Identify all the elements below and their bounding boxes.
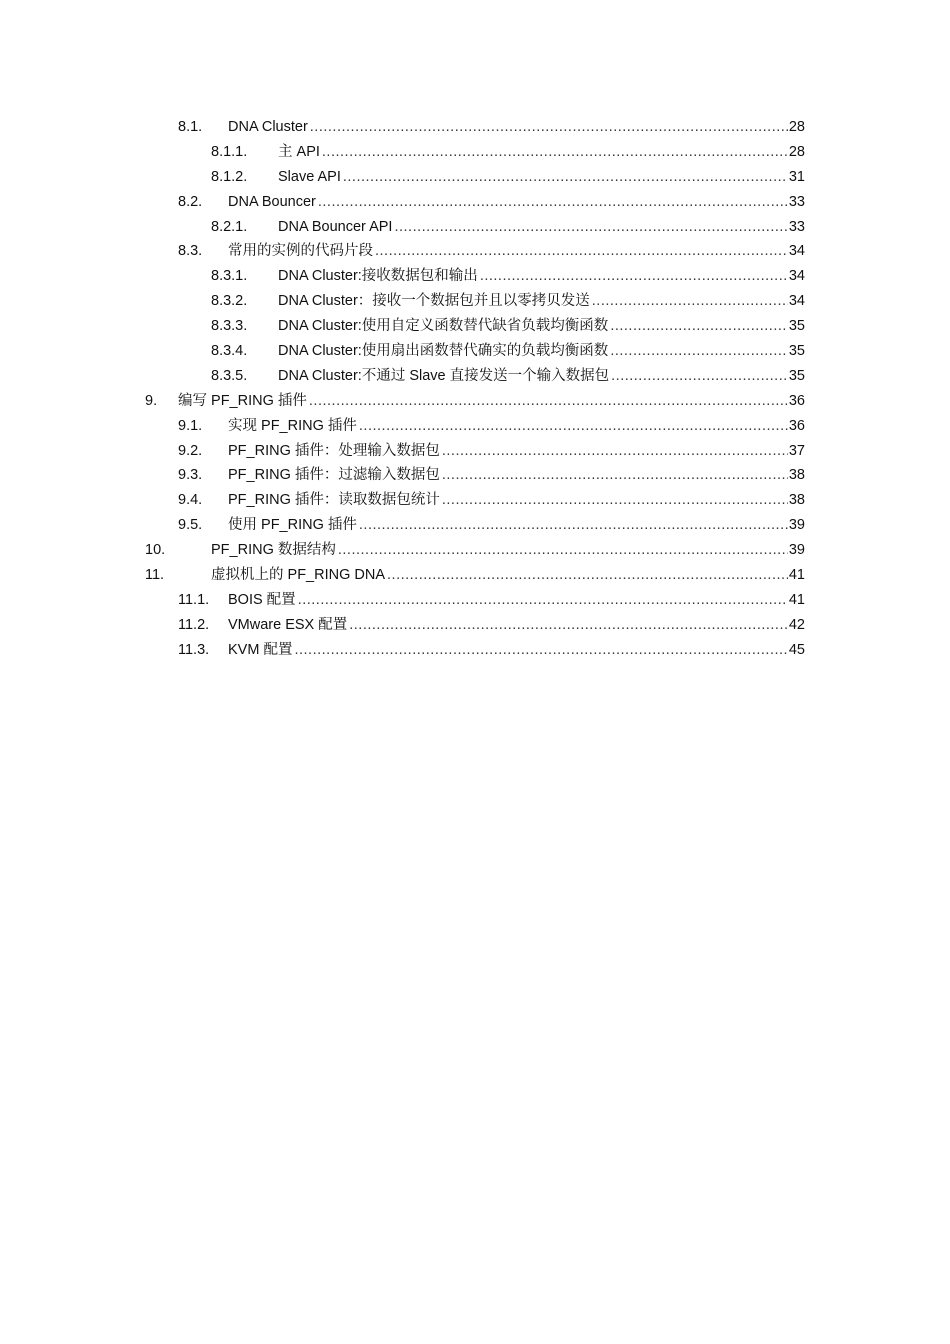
toc-entry-line [228,588,805,613]
toc-dot-leader [318,190,788,215]
toc-entry-page-number: 39 [788,517,805,534]
toc-entry-page-number: 34 [788,293,805,310]
toc-dot-leader [310,115,788,140]
toc-entry-line [228,414,805,439]
toc-entry-page-number: 28 [788,143,805,160]
toc-entry[interactable] [0,115,950,140]
toc-entry-page-number: 36 [788,417,805,434]
toc-entry-number: 9.5. [178,517,203,534]
toc-entry-line [228,239,805,264]
toc-entry-number: 8.1.2. [211,168,248,185]
toc-entry-line [278,215,805,240]
toc-entry-title: KVM 配置 [228,641,293,658]
toc-entry[interactable] [0,463,950,488]
toc-entry-number: 8.3.2. [211,293,248,310]
toc-dot-leader [611,364,788,389]
toc-entry-title: PF_RING 插件：过滤输入数据包 [228,467,440,484]
toc-entry-page-number: 38 [788,467,805,484]
toc-entry[interactable] [0,364,950,389]
toc-entry-title: DNA Cluster:不通过 Slave 直接发送一个输入数据包 [278,367,610,384]
toc-entry-line [211,563,805,588]
toc-entry-page-number: 41 [788,591,805,608]
toc-entry-number: 9.2. [178,442,203,459]
toc-entry-line [228,463,805,488]
toc-entry[interactable] [0,389,950,414]
toc-entry-title: PF_RING 数据结构 [211,542,336,559]
toc-entry-page-number: 39 [788,542,805,559]
toc-entry-number: 8.2.1. [211,218,248,235]
toc-entry-page-number: 34 [788,243,805,260]
toc-entry-page-number: 35 [788,343,805,360]
toc-entry-title: PF_RING 插件：读取数据包统计 [228,492,440,509]
toc-entry-number: 11. [145,567,165,584]
toc-dot-leader [387,563,788,588]
toc-entry[interactable] [0,538,950,563]
toc-entry[interactable] [0,140,950,165]
toc-entry-number: 8.3. [178,243,203,260]
toc-entry-title: DNA Cluster [228,119,308,135]
toc-entry-number: 9.4. [178,492,203,509]
toc-entry-line [228,439,805,464]
toc-entry-line [228,613,805,638]
toc-dot-leader [343,165,788,190]
toc-entry-line [228,488,805,513]
toc-entry-title: 主 API [278,143,320,160]
toc-entry-number: 10. [145,542,166,559]
toc-entry-title: DNA Bouncer API [278,218,393,235]
toc-entry-page-number: 45 [788,641,805,658]
toc-dot-leader [294,638,787,663]
toc-entry-number: 9. [145,392,158,409]
toc-entry-title: 虚拟机上的 PF_RING DNA [211,567,386,584]
toc-entry-line [278,289,805,314]
toc-dot-leader [610,314,788,339]
toc-dot-leader [359,513,788,538]
toc-entry-title: DNA Cluster:使用自定义函数替代缺省负载均衡函数 [278,318,609,335]
toc-entry-number: 11.2. [178,616,210,633]
toc-entry-page-number: 42 [788,616,805,633]
toc-entry-number: 9.3. [178,467,203,484]
toc-entry[interactable] [0,638,950,663]
toc-entry-line [278,264,805,289]
toc-entry-number: 8.3.1. [211,268,248,285]
toc-dot-leader [359,414,788,439]
toc-entry-line [228,115,805,140]
toc-entry-page-number: 37 [788,442,805,459]
toc-entry-number: 11.1. [178,591,210,608]
toc-dot-leader [349,613,788,638]
toc-dot-leader [322,140,788,165]
toc-entry[interactable] [0,488,950,513]
toc-entry-title: PF_RING 插件：处理输入数据包 [228,442,440,459]
toc-dot-leader [442,439,788,464]
toc-entry[interactable] [0,190,950,215]
toc-entry-number: 8.3.3. [211,318,248,335]
toc-dot-leader [375,239,788,264]
toc-entry-line [278,165,805,190]
toc-entry-page-number: 33 [788,218,805,235]
toc-entry-number: 8.1.1. [211,143,248,160]
table-of-contents [0,115,950,663]
toc-dot-leader [442,488,788,513]
toc-dot-leader [309,389,788,414]
toc-dot-leader [480,264,788,289]
toc-entry[interactable] [0,613,950,638]
toc-entry-page-number: 38 [788,492,805,509]
toc-entry[interactable] [0,289,950,314]
toc-entry-title: 编写 PF_RING 插件 [178,392,307,409]
toc-entry-number: 11.3. [178,641,210,658]
toc-entry[interactable] [0,414,950,439]
toc-dot-leader [592,289,788,314]
toc-entry-title: DNA Cluster:使用扇出函数替代确实的负载均衡函数 [278,343,609,360]
toc-entry-title: 实现 PF_RING 插件 [228,417,357,434]
toc-entry[interactable] [0,314,950,339]
toc-entry-line [278,364,805,389]
toc-entry-line [228,190,805,215]
toc-entry-number: 8.3.5. [211,367,248,384]
toc-entry[interactable] [0,239,950,264]
toc-entry[interactable] [0,339,950,364]
toc-entry-number: 8.3.4. [211,343,248,360]
toc-entry[interactable] [0,563,950,588]
toc-entry-title: 使用 PF_RING 插件 [228,517,357,534]
toc-dot-leader [442,463,788,488]
toc-entry-title: 常用的实例的代码片段 [228,243,373,260]
toc-entry[interactable] [0,513,950,538]
toc-entry-line [278,314,805,339]
toc-entry-page-number: 41 [788,567,805,584]
toc-entry-page-number: 31 [788,168,805,185]
toc-entry-number: 9.1. [178,417,203,434]
toc-entry[interactable] [0,215,950,240]
toc-entry-line [211,538,805,563]
toc-entry-title: DNA Bouncer [228,193,316,210]
toc-entry-line [228,513,805,538]
toc-entry[interactable] [0,165,950,190]
toc-entry-line [278,140,805,165]
toc-entry-page-number: 28 [788,119,805,135]
toc-entry-title: DNA Cluster：接收一个数据包并且以零拷贝发送 [278,293,590,310]
toc-entry-title: Slave API [278,168,341,185]
toc-entry-title: DNA Cluster:接收数据包和输出 [278,268,478,285]
toc-entry-line [228,638,805,663]
toc-dot-leader [610,339,788,364]
toc-entry-line [178,389,805,414]
toc-entry-title: BOIS 配置 [228,591,296,608]
toc-entry-page-number: 33 [788,193,805,210]
toc-entry-page-number: 36 [788,392,805,409]
toc-entry-number: 8.2. [178,193,203,210]
toc-entry-page-number: 35 [788,367,805,384]
toc-entry-number: 8.1. [178,119,203,135]
toc-entry[interactable] [0,264,950,289]
toc-entry-title: VMware ESX 配置 [228,616,348,633]
toc-dot-leader [338,538,788,563]
toc-entry[interactable] [0,588,950,613]
toc-entry-page-number: 34 [788,268,805,285]
toc-dot-leader [298,588,788,613]
toc-entry-line [278,339,805,364]
toc-entry[interactable] [0,439,950,464]
toc-entry-page-number: 35 [788,318,805,335]
toc-dot-leader [394,215,787,240]
